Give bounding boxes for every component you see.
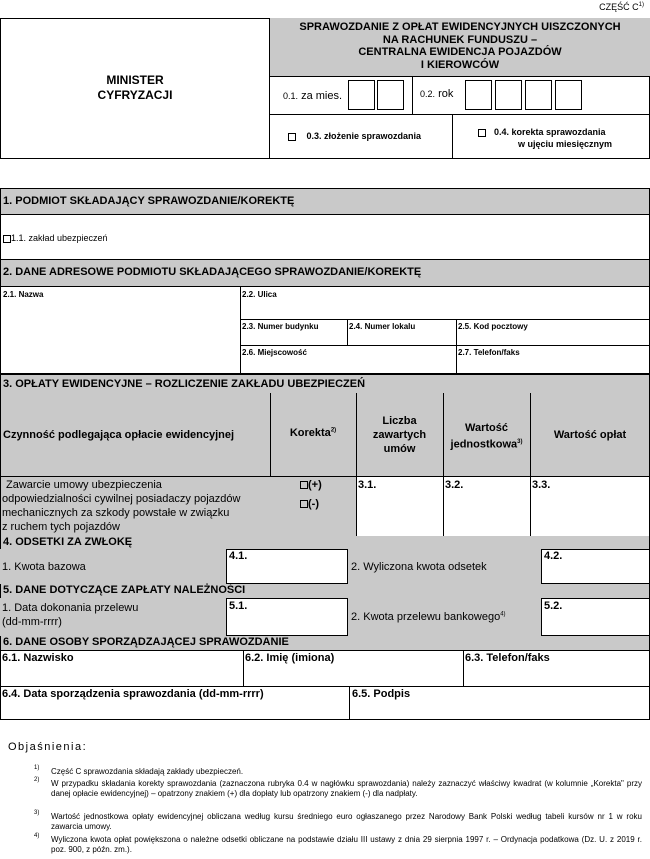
year-digit-3[interactable] bbox=[525, 80, 552, 110]
preparer-vline bbox=[243, 650, 244, 686]
insurer-label: 1.1. zakład ubezpieczeń bbox=[11, 233, 108, 243]
type-divider bbox=[452, 115, 453, 159]
amount-label-sup: 4) bbox=[500, 611, 506, 618]
col-total-header: Wartość opłat bbox=[553, 429, 627, 441]
col-unit-sup: 3) bbox=[517, 439, 523, 445]
authority-name bbox=[0, 73, 270, 103]
city-field[interactable]: 2.6. Miejscowość bbox=[242, 348, 307, 357]
report-title bbox=[270, 21, 650, 71]
part-label-text: CZĘŚĆ C bbox=[599, 2, 639, 12]
total-field[interactable]: 3.3. bbox=[532, 479, 551, 491]
part-label bbox=[599, 2, 644, 12]
minus-option[interactable] bbox=[300, 498, 319, 510]
submission-option[interactable] bbox=[288, 131, 421, 141]
notes-heading: Objaśnienia: bbox=[8, 741, 88, 753]
correction-label-line-1: 0.4. korekta sprawozdania bbox=[494, 127, 606, 137]
col-correction-text: Korekta bbox=[289, 427, 331, 439]
submission-label: 0.3. złożenie sprawozdania bbox=[306, 131, 422, 141]
address-divider bbox=[240, 286, 241, 374]
footnote-text: W przypadku składania korekty sprawozdania (zaznaczona rubryka 0.4 w nagłówku sprawozdania) należy zaznaczyć właściwy kwadrat (w kolumnie „Korekta" przy danej opłacie ewidencyjnej) – opatrzony znakiem (+) dla dopłaty lub opatrzony znakiem (-) dla nadpłaty. bbox=[51, 779, 642, 798]
col-count-header bbox=[356, 414, 443, 456]
preparer-vline bbox=[463, 650, 464, 686]
interest-field[interactable]: 4.2. bbox=[544, 550, 563, 562]
year-digit-1[interactable] bbox=[465, 80, 492, 110]
month-text: za mies. bbox=[301, 90, 343, 102]
footnote-mark: 3) bbox=[34, 810, 40, 816]
month-digit-2[interactable] bbox=[377, 80, 404, 110]
year-num: 0.2. bbox=[420, 89, 436, 99]
building-field[interactable]: 2.3. Numer budynku bbox=[242, 322, 319, 331]
date-label-line: (dd-mm-rrrr) bbox=[2, 616, 62, 628]
address-hline bbox=[240, 319, 650, 320]
unit-field[interactable]: 2.4. Numer lokalu bbox=[349, 322, 416, 331]
col-correction-header bbox=[270, 427, 356, 439]
section-3-title: 3. OPŁATY EWIDENCYJNE – ROZLICZENIE ZAKŁADU UBEZPIECZEŃ bbox=[3, 378, 366, 390]
col-correction-sup: 2) bbox=[330, 427, 337, 434]
footnote-mark: 2) bbox=[34, 777, 40, 783]
col-activity-header: Czynność podlegająca opłacie ewidencyjnej bbox=[3, 429, 235, 441]
amount-label-text: 2. Kwota przelewu bankowego bbox=[351, 611, 501, 623]
correction-label-line-2: w ujęciu miesięcznym bbox=[518, 139, 613, 149]
activity-line: z ruchem tych pojazdów bbox=[2, 521, 120, 533]
report-date-field[interactable]: 6.4. Data sporządzenia sprawozdania (dd-mm-rrrr) bbox=[2, 688, 264, 700]
address-vline bbox=[347, 319, 348, 345]
plus-option[interactable] bbox=[300, 479, 322, 491]
section-2-title: 2. DANE ADRESOWE PODMIOTU SKŁADAJĄCEGO SPRAWOZDANIE/KOREKTĘ bbox=[3, 266, 422, 278]
preparer-vline bbox=[349, 686, 350, 720]
minus-label: (-) bbox=[308, 498, 319, 510]
section-4-title: 4. ODSETKI ZA ZWŁOKĘ bbox=[3, 536, 133, 548]
month-label bbox=[283, 90, 342, 102]
submission-checkbox[interactable] bbox=[288, 133, 296, 141]
interest-label: 2. Wyliczona kwota odsetek bbox=[351, 561, 487, 573]
address-hline bbox=[240, 345, 650, 346]
part-label-sup: 1) bbox=[638, 2, 644, 8]
unit-value-field[interactable]: 3.2. bbox=[445, 479, 464, 491]
report-title-line: NA RACHUNEK FUNDUSZU – bbox=[382, 33, 538, 46]
year-digit-2[interactable] bbox=[495, 80, 522, 110]
name-field[interactable]: 2.1. Nazwa bbox=[3, 290, 44, 299]
year-label bbox=[420, 88, 453, 100]
col-unit-header bbox=[443, 421, 530, 452]
insurer-checkbox[interactable] bbox=[3, 235, 11, 243]
section-1-title: 1. PODMIOT SKŁADAJĄCY SPRAWOZDANIE/KOREKTĘ bbox=[3, 195, 295, 207]
correction-checkbox[interactable] bbox=[478, 129, 486, 137]
address-grid bbox=[0, 286, 650, 374]
report-title-line: SPRAWOZDANIE Z OPŁAT EWIDENCYJNYCH UISZCZONYCH bbox=[299, 21, 621, 33]
plus-checkbox[interactable] bbox=[300, 481, 308, 489]
street-field[interactable]: 2.2. Ulica bbox=[242, 290, 277, 299]
col-unit-line: jednostkowa bbox=[450, 438, 518, 451]
activity-line: mechanicznych za szkody powstałe w związku bbox=[2, 507, 230, 519]
phone-field[interactable]: 2.7. Telefon/faks bbox=[458, 348, 520, 357]
count-field[interactable]: 3.1. bbox=[358, 479, 377, 491]
activity-line: Zawarcie umowy ubezpieczenia bbox=[6, 479, 162, 491]
month-digit-1[interactable] bbox=[348, 80, 375, 110]
footnote-text: Część C sprawozdania składają zakłady ubezpieczeń. bbox=[51, 767, 244, 776]
activity-line: odpowiedzialności cywilnej posiadaczy pojazdów bbox=[2, 493, 241, 505]
preparer-hline bbox=[0, 686, 650, 687]
col-unit-line: Wartość bbox=[465, 422, 508, 434]
col-count-line: Liczba bbox=[382, 415, 417, 427]
footnote-mark: 1) bbox=[34, 765, 40, 771]
postal-field[interactable]: 2.5. Kod pocztowy bbox=[458, 322, 528, 331]
authority-line-1: MINISTER bbox=[106, 73, 164, 87]
minus-checkbox[interactable] bbox=[300, 500, 308, 508]
activity-text bbox=[2, 478, 240, 534]
footnote-mark: 4) bbox=[34, 833, 40, 839]
address-vline bbox=[456, 319, 457, 374]
report-title-line: CENTRALNA EWIDENCJA POJAZDÓW bbox=[358, 46, 562, 58]
footnote-text: Wyliczona kwota opłat powiększona o należne odsetki obliczane na podstawie działu III ustawy z dnia 29 sierpnia 1997 r. – Ordynacja podatkowa (Dz. U. z 2019 r. poz. 900, z późn. zm.). bbox=[51, 835, 642, 854]
signature-field[interactable]: 6.5. Podpis bbox=[352, 688, 411, 700]
base-field[interactable]: 4.1. bbox=[229, 550, 248, 562]
footnote-text: Wartość jednostkowa opłaty ewidencyjnej obliczana według kursu średniego euro ogłaszanego przez Narodowy Bank Polski według tabeli kursów nr 1 w roku zawarcia umowy. bbox=[51, 812, 642, 831]
month-num: 0.1. bbox=[283, 91, 299, 101]
period-divider bbox=[412, 77, 413, 115]
fees-vline bbox=[443, 393, 444, 536]
report-title-line: I KIEROWCÓW bbox=[420, 58, 500, 71]
transfer-date-field[interactable]: 5.1. bbox=[229, 600, 248, 612]
amount-label bbox=[351, 611, 506, 623]
section-5-title: 5. DANE DOTYCZĄCE ZAPŁATY NALEŻNOŚCI bbox=[3, 584, 246, 596]
year-text: rok bbox=[438, 88, 454, 100]
plus-label: (+) bbox=[308, 479, 322, 491]
year-digit-4[interactable] bbox=[555, 80, 582, 110]
section-6-title: 6. DANE OSOBY SPORZĄDZAJĄCEJ SPRAWOZDANIE bbox=[3, 636, 289, 648]
transfer-amount-field[interactable]: 5.2. bbox=[544, 600, 563, 612]
col-count-line: umów bbox=[383, 443, 416, 455]
correction-option[interactable] bbox=[478, 126, 612, 150]
col-count-line: zawartych bbox=[372, 429, 427, 441]
preparer-phone-field[interactable]: 6.3. Telefon/faks bbox=[465, 652, 550, 664]
surname-field[interactable]: 6.1. Nazwisko bbox=[2, 652, 74, 664]
base-label: 1. Kwota bazowa bbox=[2, 561, 86, 573]
fees-vline bbox=[530, 393, 531, 536]
authority-line-2: CYFRYZACJI bbox=[97, 88, 173, 102]
first-name-field[interactable]: 6.2. Imię (imiona) bbox=[245, 652, 335, 664]
date-label bbox=[2, 601, 138, 629]
insurer-option[interactable] bbox=[3, 233, 108, 243]
date-label-line: 1. Data dokonania przelewu bbox=[2, 602, 139, 614]
